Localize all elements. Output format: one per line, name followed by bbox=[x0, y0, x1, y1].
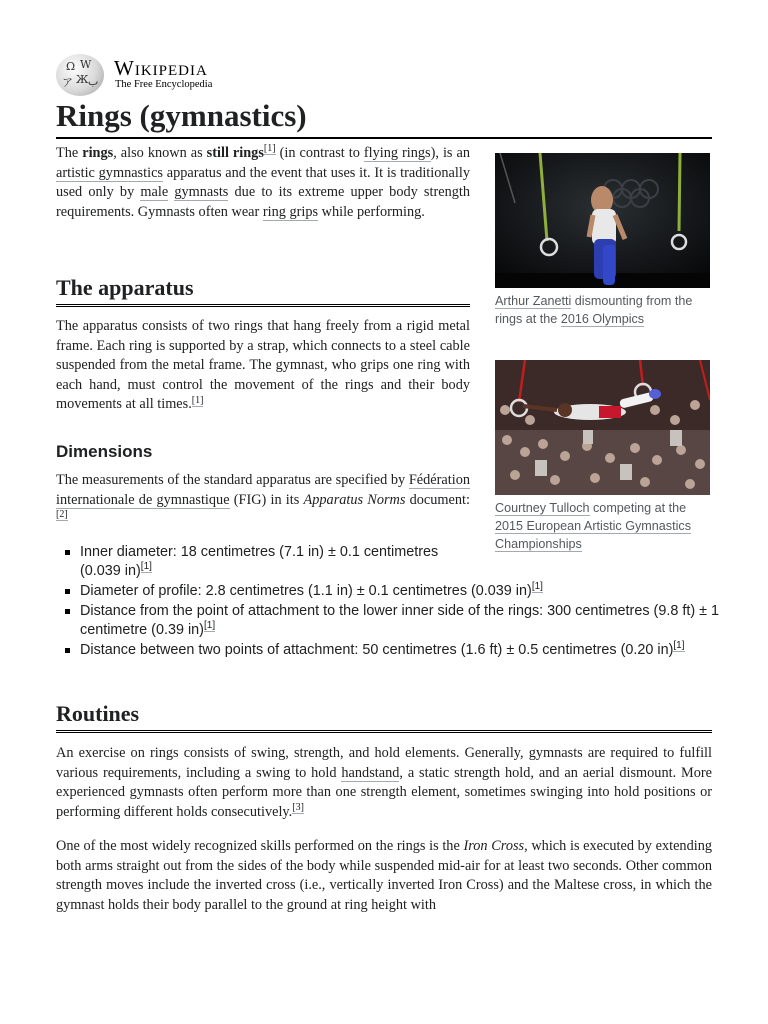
section-apparatus bbox=[56, 274, 470, 307]
list-item: Distance between two points of attachment: 50 centimetres (1.6 ft) ± 0.5 centimetres (0.20 in)[1] bbox=[80, 641, 736, 660]
section-heading-apparatus: The apparatus bbox=[56, 274, 470, 307]
link-2016-olympics[interactable]: 2016 Olympics bbox=[560, 312, 645, 326]
citation-link[interactable]: [3] bbox=[292, 802, 304, 814]
term-still-rings: still rings bbox=[206, 145, 264, 161]
photo-rings-competition[interactable] bbox=[495, 360, 710, 495]
link-courtney-tulloch[interactable]: Courtney Tulloch bbox=[495, 501, 590, 515]
photo-rings-competition-image bbox=[495, 360, 710, 495]
intro-paragraph: The rings, also known as still rings[1] (in contrast to flying rings), is an artistic gymnastics apparatus and the event that uses it. It is traditionally used only by male gymnasts due to its extreme upper body strength requirements. Gymnasts often wear ring grips while performing. bbox=[56, 143, 470, 220]
page-title: Rings (gymnastics) bbox=[56, 96, 712, 139]
citation-link[interactable]: [2] bbox=[56, 509, 68, 521]
citation-link[interactable]: [1] bbox=[673, 640, 685, 652]
photo-rings-dismount[interactable] bbox=[495, 153, 710, 288]
figure-arthur-zanetti bbox=[495, 153, 710, 328]
citation-link[interactable]: [1] bbox=[263, 143, 276, 155]
citation-link[interactable]: [1] bbox=[531, 581, 543, 593]
figure-courtney-tulloch bbox=[495, 360, 710, 553]
wikipedia-tagline: The Free Encyclopedia bbox=[115, 79, 213, 90]
dimensions-list bbox=[56, 543, 736, 661]
link-2015-european-championships[interactable]: 2015 European Artistic Gymnastics Championships bbox=[495, 519, 691, 551]
link-handstand[interactable]: handstand bbox=[341, 764, 400, 781]
list-item: Inner diameter: 18 centimetres (7.1 in) ± 0.1 centimetres (0.039 in)[1] bbox=[80, 543, 470, 581]
link-fig[interactable]: Fédération internationale de gymnastique bbox=[56, 472, 470, 508]
list-item: Distance from the point of attachment to the lower inner side of the rings: 300 centimetres (9.8 ft) ± 1 centimetre (0.39 in)[1] bbox=[80, 602, 736, 640]
dimensions-paragraph: The measurements of the standard apparatus are specified by Fédération internationale de gymnastique (FIG) in its Apparatus Norms document:[2] bbox=[56, 472, 470, 521]
wikipedia-logo[interactable] bbox=[56, 54, 296, 98]
subsection-heading-dimensions: Dimensions bbox=[56, 442, 153, 461]
link-arthur-zanetti[interactable]: Arthur Zanetti bbox=[495, 294, 572, 308]
citation-link[interactable]: [1] bbox=[140, 561, 152, 573]
routines-paragraph-2: One of the most widely recognized skills performed on the rings is the Iron Cross, which is executed by extending both arms straight out from the sides of the body while suspended mid-air for at least two seconds. Other common strength moves include the inverted cross (i.e., vertically inverted Iron Cross) and the Maltese cross, in which the gymnast holds their body parallel to the ground at ring height with bbox=[56, 838, 713, 913]
figure-caption: Arthur Zanetti dismounting from the rings at the 2016 Olympics bbox=[495, 294, 693, 326]
routines-paragraph-1: An exercise on rings consists of swing, strength, and hold elements. Generally, gymnasts are required to fulfill various requirements, including a swing to hold handstand, a static strength hold, and an aerial dismount. More experienced gymnasts often perform more than one strength element, sometimes swinging into hold positions or performing different holds consecutively.[3] bbox=[56, 745, 712, 820]
citation-link[interactable]: [1] bbox=[191, 394, 204, 406]
link-ring-grips[interactable]: ring grips bbox=[262, 203, 319, 220]
photo-rings-dismount-image bbox=[495, 153, 710, 288]
section-routines bbox=[56, 700, 712, 733]
wikipedia-wordmark: Wikipedia bbox=[114, 56, 208, 80]
wikipedia-globe-icon: Ω W ア Ж ب bbox=[56, 54, 104, 96]
link-gymnasts[interactable]: gymnasts bbox=[174, 184, 229, 201]
term-rings: rings bbox=[82, 145, 114, 161]
link-artistic-gymnastics[interactable]: artistic gymnastics bbox=[56, 164, 163, 181]
apparatus-paragraph: The apparatus consists of two rings that hang freely from a rigid metal frame. Each ring is supported by a strap, which connects to a steel cable suspended from the metal frame. The gymnast, who grips one ring with each hand, must control the movement of the rings and their body movements at all times.[1] bbox=[56, 318, 470, 413]
link-flying-rings[interactable]: flying rings bbox=[363, 145, 431, 161]
figure-caption: Courtney Tulloch competing at the 2015 European Artistic Gymnastics Championships bbox=[495, 501, 691, 551]
section-heading-routines: Routines bbox=[56, 700, 712, 733]
link-male[interactable]: male bbox=[140, 184, 169, 201]
list-item: Diameter of profile: 2.8 centimetres (1.1 in) ± 0.1 centimetres (0.039 in)[1] bbox=[80, 582, 736, 601]
citation-link[interactable]: [1] bbox=[203, 620, 216, 632]
